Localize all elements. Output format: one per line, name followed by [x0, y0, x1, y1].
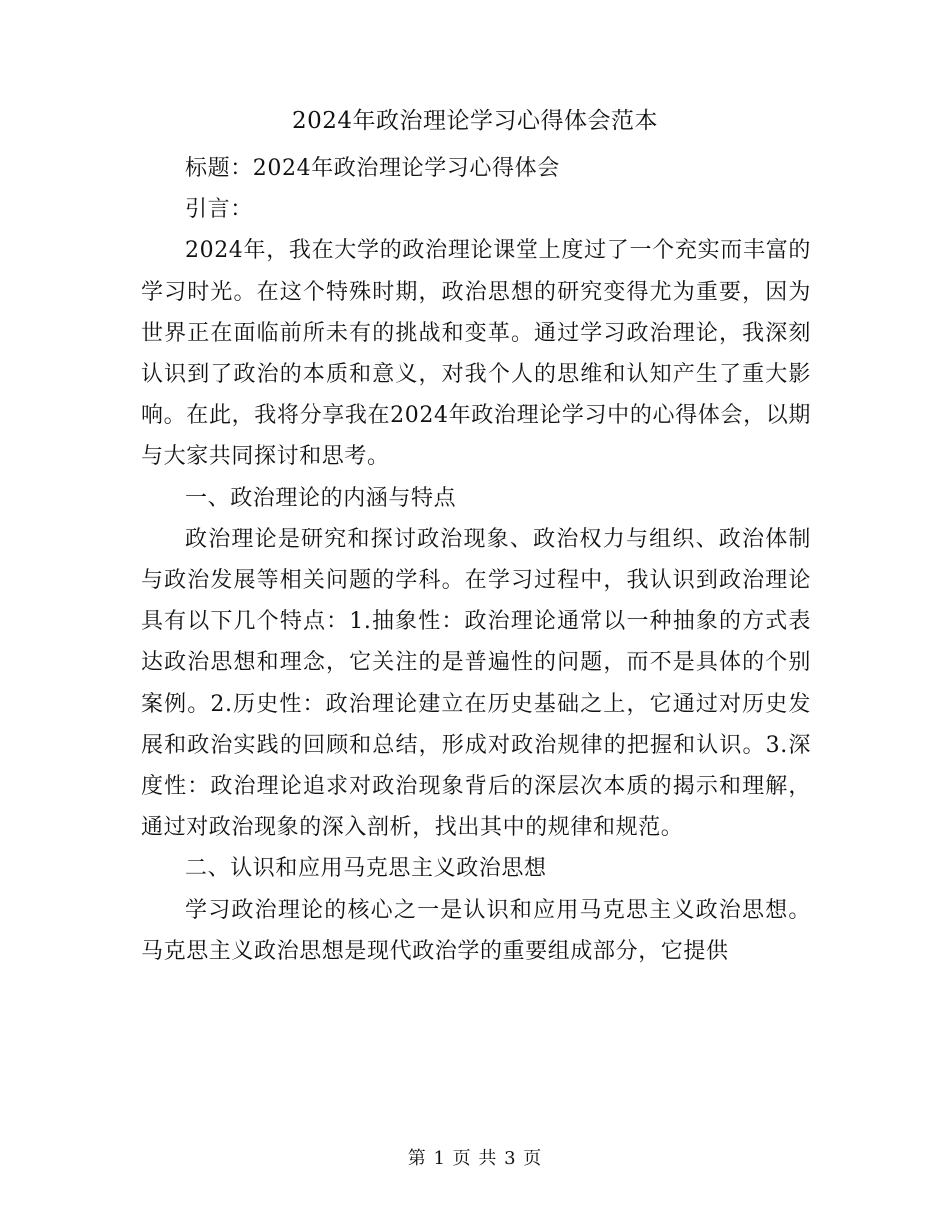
paragraph-section-1: 政治理论是研究和探讨政治现象、政治权力与组织、政治体制与政治发展等相关问题的学科。在学习过程中，我认识到政治理论具有以下几个特点：1.抽象性：政治理论通常以一种抽象的方式表达政治思想和理念，它关注的是普遍性的问题，而不是具体的个别案例。2.历史性：政治理论建立在历史基础之上，它通过对历史发展和政治实践的回顾和总结，形成对政治规律的把握和认识。3.深度性：政治理论追求对政治现象背后的深层次本质的揭示和理解，通过对政治现象的深入剖析，找出其中的规律和规范。 [141, 526, 811, 841]
paragraph-section-2: 学习政治理论的核心之一是认识和应用马克思主义政治思想。马克思主义政治思想是现代政治学的重要组成部分，它提供 [141, 897, 811, 964]
section-heading-2: 二、认识和应用马克思主义政治思想 [185, 856, 547, 882]
paragraph-heading-label: 标题：2024年政治理论学习心得体会 [185, 156, 560, 181]
document-body [141, 148, 811, 972]
paragraph-intro: 2024年，我在大学的政治理论课堂上度过了一个充实而丰富的学习时光。在这个特殊时期，政治思想的研究变得尤为重要，因为世界正在面临前所未有的挑战和变革。通过学习政治理论，我深刻认识到了政治的本质和意义，对我个人的思维和认知产生了重大影响。在此，我将分享我在2024年政治理论学习中的心得体会，以期与大家共同探讨和思考。 [141, 238, 811, 470]
section-heading-1: 一、政治理论的内涵与特点 [185, 485, 457, 511]
paragraph-intro-label: 引言： [185, 197, 253, 223]
page-number-footer: 第 1 页 共 3 页 [407, 1148, 543, 1169]
document-title: 2024年政治理论学习心得体会范本 [291, 108, 659, 134]
